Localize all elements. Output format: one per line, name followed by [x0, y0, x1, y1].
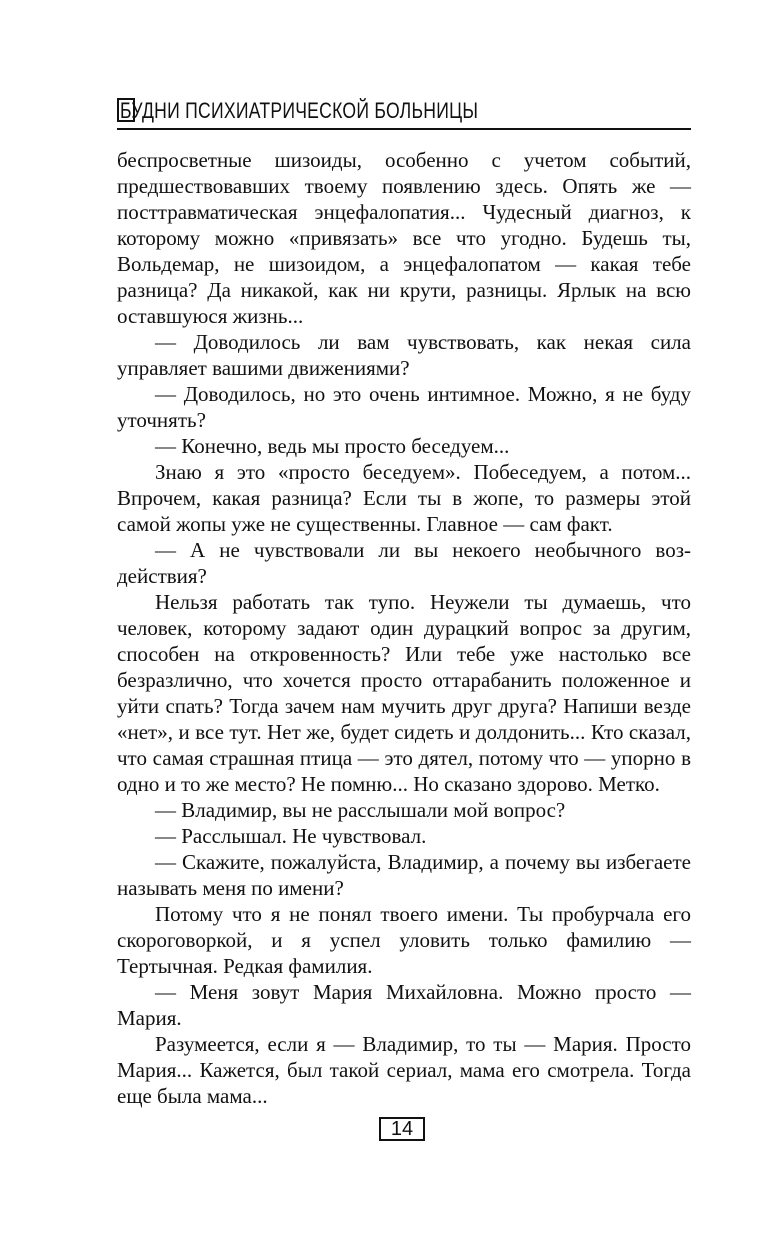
paragraph-dialogue: — Скажите, пожалуйста, Владимир, а почему вы избегаете называть меня по имени?: [117, 850, 691, 900]
body-text: [117, 147, 691, 1109]
paragraph: Нельзя работать так тупо. Неужели ты думаешь, что человек, которому задают один дурацкий вопрос за другим, способен на откровенность? Или тебе уже настолько все безразлично, что хочется просто оттарабанить положенное и уйти спать? Тогда зачем нам мучить друг друга? Напиши везде «нет», и все тут. Нет же, будет сидеть и долдонить... Кто сказал, что самая страшная птица — это дятел, потому что — упорно в одно и то же место? Не помню... Но сказано здорово. Метко.: [117, 590, 691, 796]
paragraph: Знаю я это «просто беседуем». Побеседуем, а потом... Впрочем, какая разница? Если ты в жопе, то размеры этой самой жопы уже не существенны. Главное — сам факт.: [117, 460, 691, 536]
paragraph-continuation: беспросветные шизоиды, особенно с учетом событий, предшествовавших твоему появлению здесь. Опять же — посттравматическая энцефалопатия... Чудесный диагноз, к которому можно «привязать» все что угодно. Будешь ты, Вольдемар, не шизоидом, а энцефалопатом — какая тебе разница? Да никакой, как ни крути, разницы. Ярлык на всю оставшуюся жизнь...: [117, 148, 691, 328]
paragraph-dialogue: — Меня зовут Мария Михайловна. Можно просто — Мария.: [117, 980, 691, 1030]
running-head: [117, 98, 691, 130]
paragraph-dialogue: — Доводилось ли вам чувствовать, как некая сила управляет вашими движениями?: [117, 330, 691, 380]
paragraph-dialogue: — Владимир, вы не расслышали мой вопрос?: [155, 798, 566, 822]
paragraph: Разумеется, если я — Владимир, то ты — Мария. Просто Мария... Кажется, был такой сериал, мама его смотрела. Тогда еще была мама...: [117, 1032, 691, 1108]
paragraph-dialogue: — Расслышал. Не чувствовал.: [155, 824, 427, 848]
running-head-title: БУДНИ ПСИХИАТРИЧЕСКОЙ БОЛЬНИЦЫ: [120, 98, 479, 123]
paragraph-dialogue: — Доводилось, но это очень интимное. Можно, я не буду уточнять?: [117, 382, 691, 432]
paragraph-dialogue: — Конечно, ведь мы просто беседуем...: [155, 434, 510, 458]
paragraph: Потому что я не понял твоего имени. Ты пробурчала его скороговоркой, и я успел уловить только фамилию — Тертычная. Редкая фамилия.: [117, 902, 691, 978]
page-number: 14: [379, 1117, 425, 1141]
paragraph-dialogue: — А не чувствовали ли вы некоего необычного воздействия?: [117, 538, 691, 588]
